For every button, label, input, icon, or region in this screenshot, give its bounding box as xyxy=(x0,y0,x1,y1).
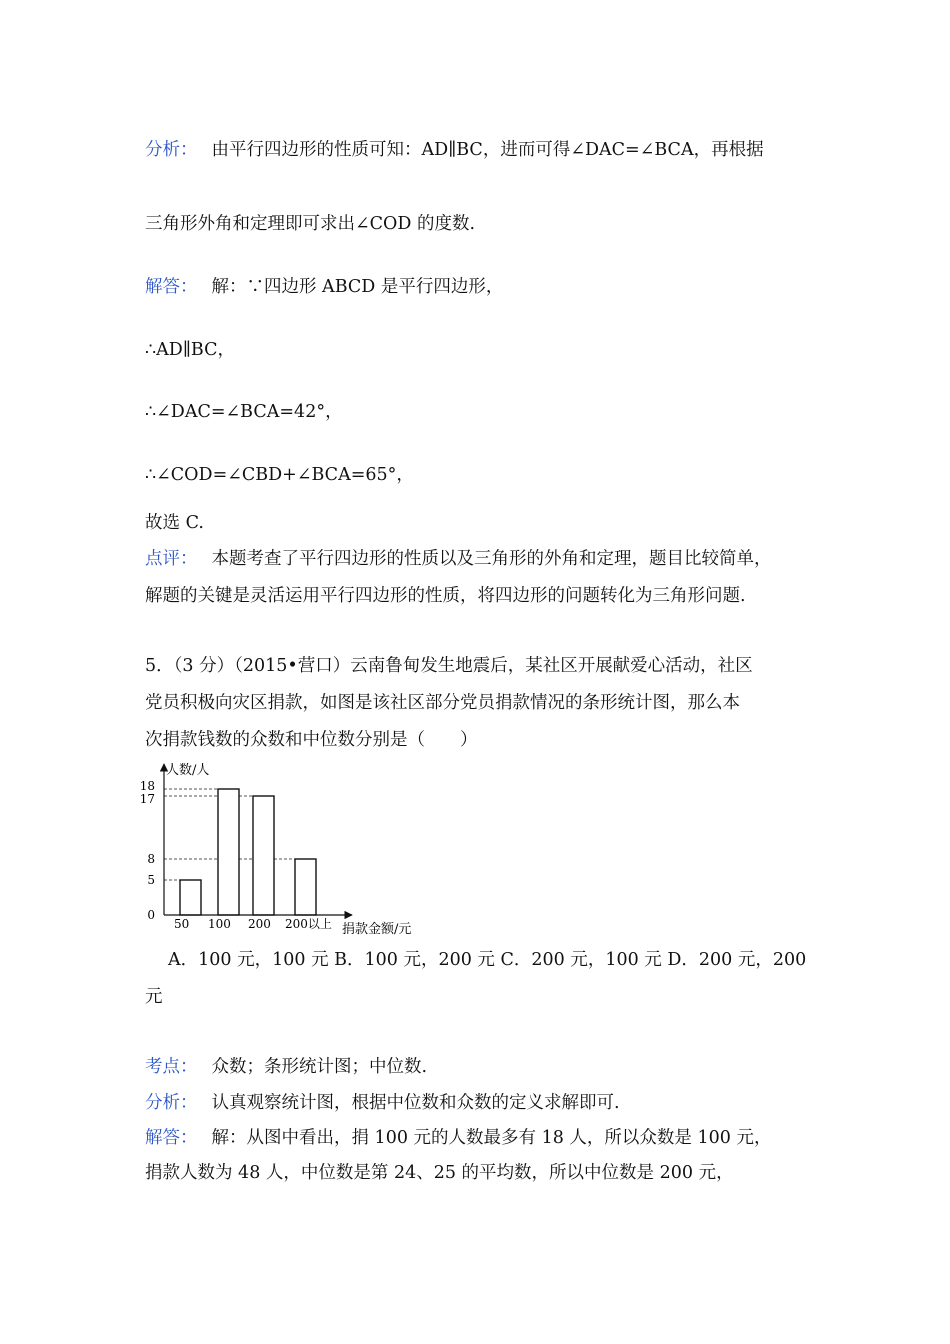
guide-lines xyxy=(164,789,316,880)
bar-chart xyxy=(140,760,440,940)
analysis5-text: 认真观察统计图，根据中位数和众数的定义求解即可. xyxy=(211,1093,620,1113)
analysis-tag: 分析： xyxy=(145,140,198,160)
solution-text: 解：∵四边形 ABCD 是平行四边形， xyxy=(211,277,504,297)
analysis-text: 由平行四边形的性质可知：AD∥BC，进而可得∠DAC=∠BCA，再根据 xyxy=(211,140,764,160)
x-axis-label: 捐款金额/元 xyxy=(342,922,412,937)
x-tick-2: 200 xyxy=(248,917,271,931)
solution-line-2: ∴AD∥BC， xyxy=(145,340,235,360)
analysis5-line xyxy=(145,1091,620,1115)
y-tick-4: 18 xyxy=(140,779,155,793)
bar-3 xyxy=(295,859,316,915)
y-tick-0: 0 xyxy=(147,908,155,922)
solution-line-4: ∴∠COD=∠CBD+∠BCA=65°， xyxy=(145,465,414,485)
solution-line-5: 故选 C. xyxy=(145,513,204,533)
question-line-1: 5．（3 分）（2015•营口）云南鲁甸发生地震后，某社区开展献爱心活动，社区 xyxy=(145,656,753,676)
y-tick-2: 8 xyxy=(147,852,155,866)
points-line xyxy=(145,1055,427,1079)
solution-line-3: ∴∠DAC=∠BCA=42°， xyxy=(145,402,343,422)
x-tick-1: 100 xyxy=(208,917,231,931)
bars xyxy=(180,789,316,915)
y-tick-labels xyxy=(140,779,155,922)
x-tick-labels xyxy=(174,916,332,931)
solution5-line-2: 捐款人数为 48 人，中位数是第 24、25 的平均数，所以中位数是 200 元， xyxy=(145,1163,734,1183)
options-line-1: A．100 元，100 元 B．100 元，200 元 C．200 元，100 元 D．200 元，200 xyxy=(168,950,807,970)
solution-tag: 解答： xyxy=(145,277,198,297)
analysis-line-2: 三角形外角和定理即可求出∠COD 的度数. xyxy=(145,214,476,234)
analysis-line-1 xyxy=(145,138,764,162)
comment-line-1 xyxy=(145,547,772,571)
bar-0 xyxy=(180,880,201,915)
comment-text: 本题考查了平行四边形的性质以及三角形的外角和定理，题目比较简单， xyxy=(211,549,772,569)
solution5-text: 解：从图中看出，捐 100 元的人数最多有 18 人，所以众数是 100 元， xyxy=(211,1128,772,1148)
bar-1 xyxy=(218,789,239,915)
y-tick-1: 5 xyxy=(147,873,155,887)
y-tick-3: 17 xyxy=(140,792,155,806)
analysis5-tag: 分析： xyxy=(145,1093,198,1113)
question-line-3: 次捐款钱数的众数和中位数分别是（ ） xyxy=(145,730,478,750)
x-tick-0: 50 xyxy=(174,917,190,931)
options-line-2: 元 xyxy=(145,987,163,1007)
solution5-line-1 xyxy=(145,1126,771,1150)
y-axis-label: 人数/人 xyxy=(166,763,210,778)
points-text: 众数；条形统计图；中位数. xyxy=(211,1057,428,1077)
comment-line-2: 解题的关键是灵活运用平行四边形的性质，将四边形的问题转化为三角形问题. xyxy=(145,586,746,606)
solution-line-1 xyxy=(145,275,503,299)
x-tick-3: 200以上 xyxy=(285,917,332,931)
bar-2 xyxy=(253,796,274,915)
points-tag: 考点： xyxy=(145,1057,198,1077)
comment-tag: 点评： xyxy=(145,549,198,569)
question-line-2: 党员积极向灾区捐款，如图是该社区部分党员捐款情况的条形统计图，那么本 xyxy=(145,693,740,713)
solution5-tag: 解答： xyxy=(145,1128,198,1148)
